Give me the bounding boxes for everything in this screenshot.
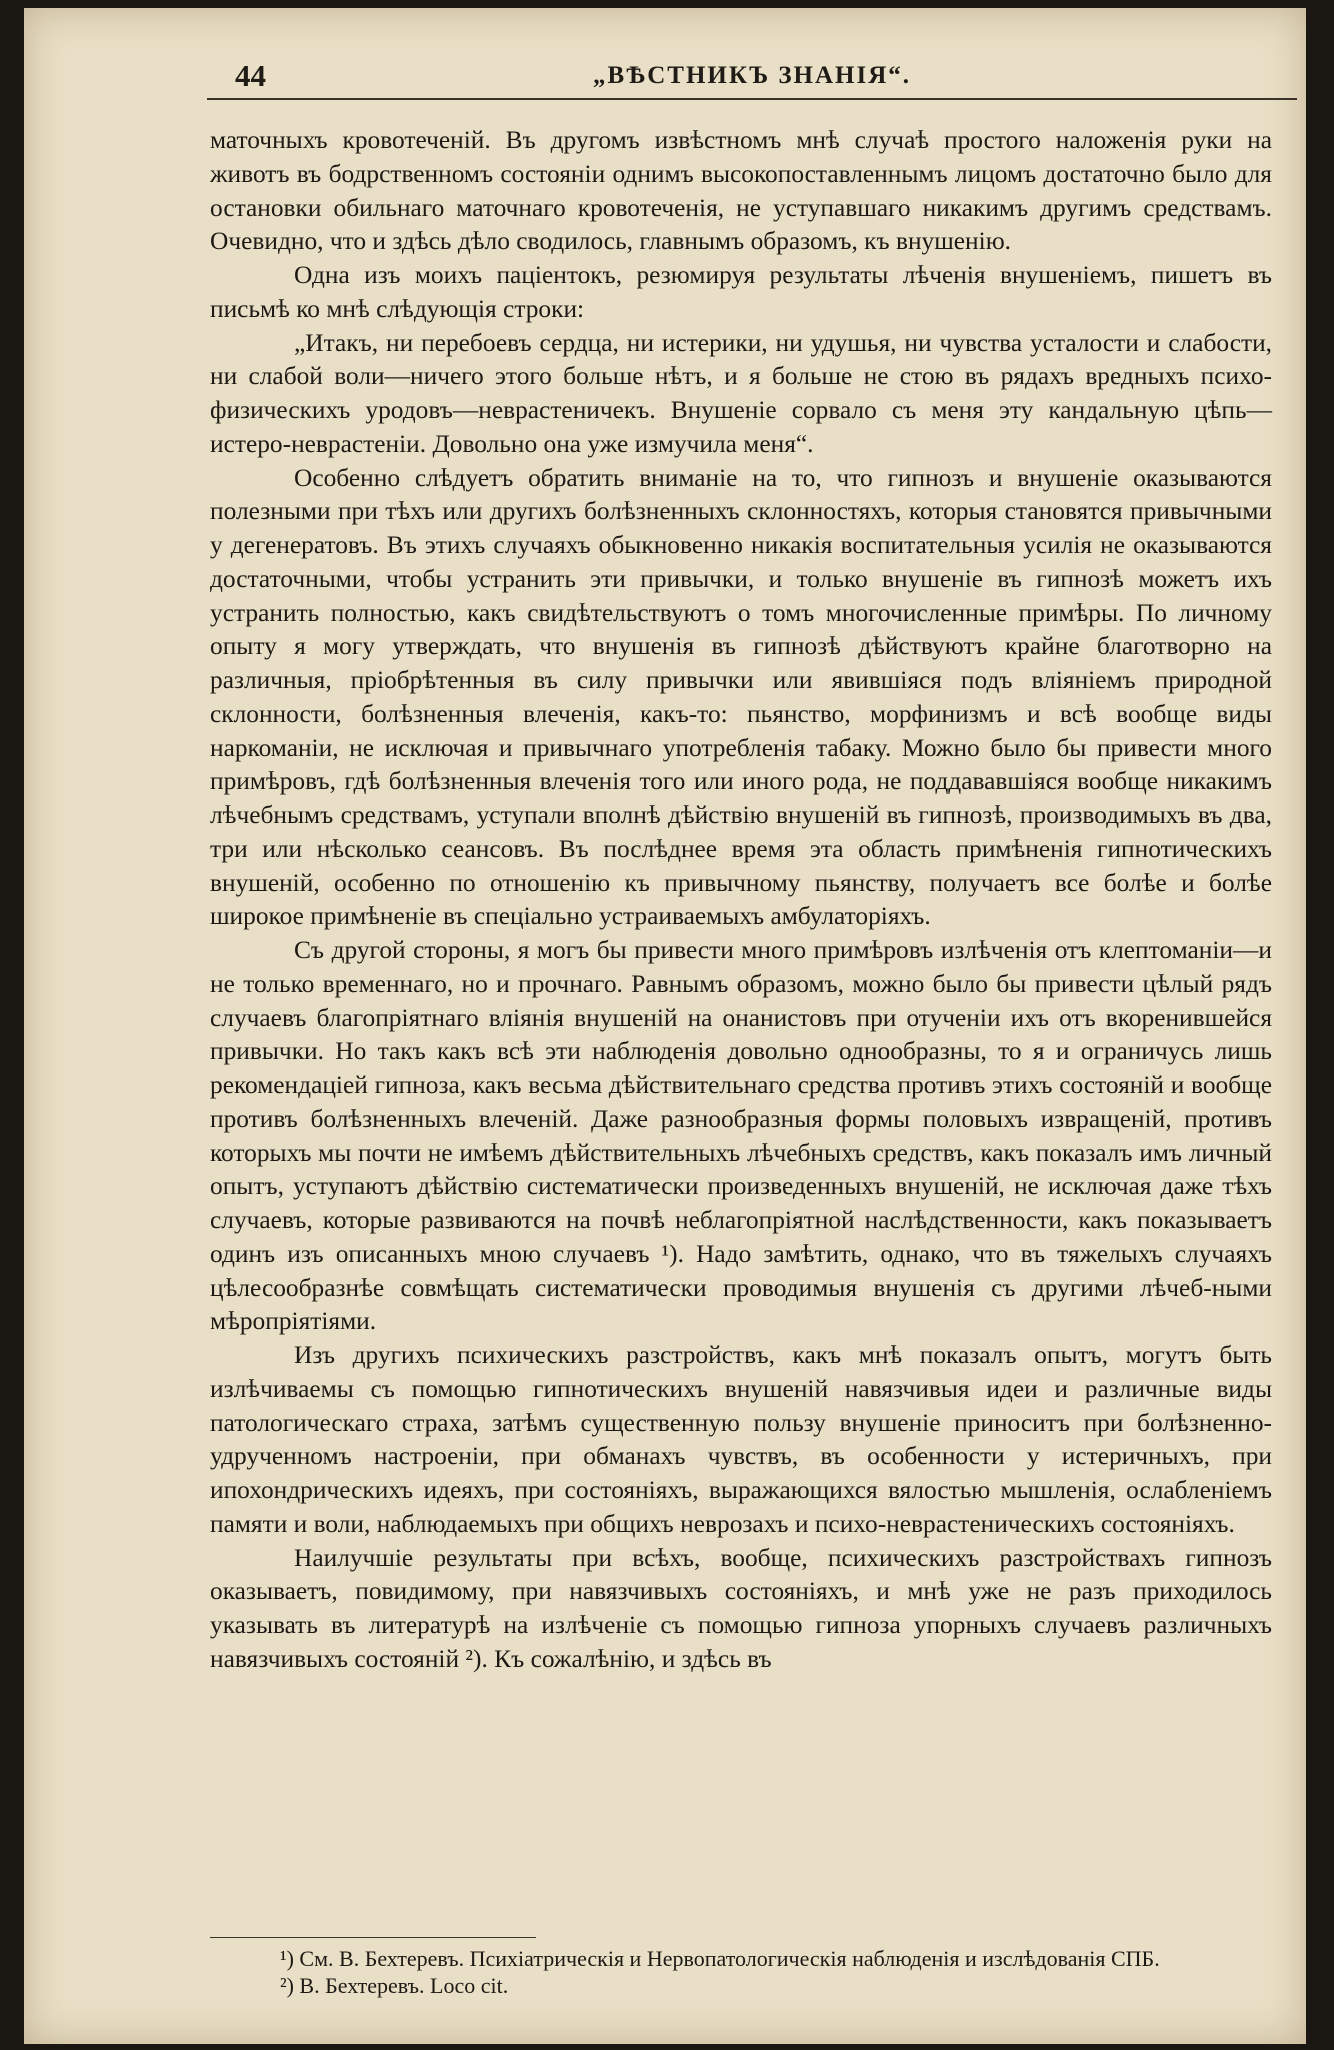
footnote: ¹) См. В. Бехтеревъ. Психіатрическія и Нервопатологическія наблюденія и изслѣдованія СПБ. (280, 1946, 1160, 1971)
paragraph: Наилучшіе результаты при всѣхъ, вообще, психическихъ разстройствахъ гипнозъ оказываетъ, повидимому, при навязчивыхъ состояніяхъ, и мнѣ уже не разъ приходилось указывать въ литературѣ на излѣченіе съ помощью гипноза упорныхъ случаевъ различныхъ навязчивыхъ состояній ²). Къ сожалѣнію, и здѣсь въ (210, 1543, 1272, 1673)
paragraph: Одна изъ моихъ паціентокъ, резюмируя результаты лѣченія внушеніемъ, пишетъ въ письмѣ ко мнѣ слѣдующія строки: (210, 261, 1272, 323)
page-number: 44 (235, 58, 266, 93)
paragraph: Съ другой стороны, я могъ бы привести много примѣровъ излѣченія отъ клептоманіи—и не только временнаго, но и прочнаго. Равнымъ образомъ, можно было бы привести цѣлый рядъ случаевъ благопріятнаго вліянія внушеній на онанистовъ при отученіи ихъ отъ вкоренившейся привычки. Но такъ какъ всѣ эти наблюденія довольно однообразны, то я и ограничусь лишь рекомендаціей гипноза, какъ весьма дѣйствительнаго средства противъ этихъ состояній и вообще противъ болѣзненныхъ влеченій. Даже разнообразныя формы половыхъ извращеній, противъ которыхъ мы почти не имѣемъ дѣйствительныхъ лѣчебныхъ средствъ, какъ показалъ имъ личный опытъ, уступаютъ дѣйствію систематически произведенныхъ внушеній, не исключая даже тѣхъ случаевъ, которые развиваются на почвѣ неблагопріятной наслѣдственности, какъ показываетъ одинъ изъ описанныхъ мною случаевъ ¹). Надо замѣтить, однако, что въ тяжелыхъ случаяхъ цѣлесообразнѣе совмѣщать систематически проводимыя внушенія съ другими лѣчеб-ными мѣропріятіями. (210, 936, 1272, 1336)
running-title: „ВѢСТНИКЪ ЗНАНІЯ“. (592, 62, 912, 89)
quote-paragraph: „Итакъ, ни перебоевъ сердца, ни истерики, ни удушья, ни чувства усталости и слабости, ни слабой воли—ничего этого больше нѣтъ, и я больше не стою въ рядахъ вредныхъ психо-физическихъ уродовъ—неврастеничекъ. Внушеніе сорвало съ меня эту кандальную цѣпь—истеро-неврастеніи. Довольно она уже измучила меня“. (210, 328, 1272, 458)
paragraph: Изъ другихъ психическихъ разстройствъ, какъ мнѣ показалъ опытъ, могутъ быть излѣчиваемы съ помощью гипнотическихъ внушеній навязчивыя идеи и различные виды патологическаго страха, затѣмъ существенную пользу внушеніе приноситъ при болѣзненно-удрученномъ настроеніи, при обманахъ чувствъ, въ особенности у истеричныхъ, при ипохондрическихъ идеяхъ, при состояніяхъ, выражающихся вялостью мышленія, ослабленіемъ памяти и воли, наблюдаемыхъ при общихъ неврозахъ и психо-неврастеническихъ состояніяхъ. (210, 1341, 1272, 1538)
paragraph: маточныхъ кровотеченій. Въ другомъ извѣстномъ мнѣ случаѣ простого наложенія руки на животъ въ бодрственномъ состояніи однимъ высокопоставленнымъ лицомъ достаточно было для остановки обильнаго маточнаго кровотеченія, не уступавшаго никакимъ другимъ средствамъ. Очевидно, что и здѣсь дѣло сводилось, главнымъ образомъ, къ внушенію. (210, 126, 1272, 256)
footnote: ²) В. Бехтеревъ. Loco cit. (280, 1973, 509, 1998)
footnote-divider (210, 1937, 536, 1938)
paragraph: Особенно слѣдуетъ обратить вниманіе на то, что гипнозъ и внушеніе оказываются полезными при тѣхъ или другихъ болѣзненныхъ склонностяхъ, которыя становятся привычными у дегенератовъ. Въ этихъ случаяхъ обыкновенно никакія воспитательныя усилія не оказываются достаточными, чтобы устранить эти привычки, и только внушеніе въ гипнозѣ можетъ ихъ устранить полностью, какъ свидѣтельствуютъ о томъ многочисленные примѣры. По личному опыту я могу утверждать, что внушенія въ гипнозѣ дѣйствуютъ крайне благотворно на различныя, пріобрѣтенныя въ силу привычки или явившіяся подъ вліяніемъ природной склонности, болѣзненныя влеченія, какъ-то: пьянство, морфинизмъ и всѣ вообще виды наркоманіи, не исключая и привычнаго употребленія табаку. Можно было бы привести много примѣровъ, гдѣ болѣзненныя влеченія того или иного рода, не поддававшіяся вообще никакимъ лѣчебнымъ средствамъ, уступали вполнѣ дѣйствію внушеній въ гипнозѣ, производимыхъ въ два, три или нѣсколько сеансовъ. Въ послѣднее время эта область примѣненія гипнотическихъ внушеній, особенно по отношенію къ привычному пьянству, получаетъ все болѣе и болѣе широкое примѣненіе въ спеціально устраиваемыхъ амбулаторіяхъ. (210, 463, 1272, 931)
footnotes (210, 1945, 1272, 1999)
page-header (207, 58, 1297, 100)
body-text (210, 124, 1272, 1677)
